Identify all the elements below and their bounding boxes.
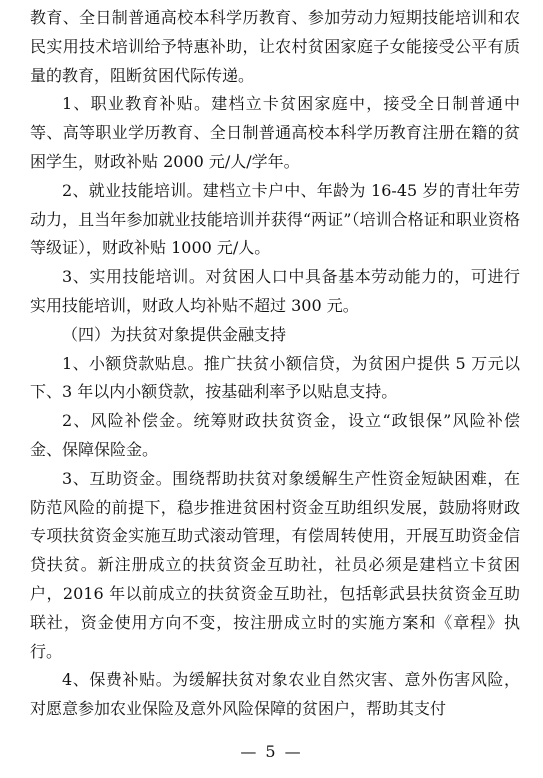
document-body [30,4,520,724]
paragraph-vocational-education-subsidy: 1、职业教育补贴。建档立卡贫困家庭中，接受全日制普通中等、高等职业学历教育、全日制普通高校本科学历教育注册在籍的贫困学生，财政补贴 2000 元/人/学年。 [30,94,520,171]
paragraph-risk-compensation-fund: 2、风险补偿金。统筹财政扶贫资金，设立“政银保”风险补偿金、保障保险金。 [30,411,520,459]
section-heading-financial-support: （四）为扶贫对象提供金融支持 [62,324,287,344]
paragraph-intro-continuation: 教育、全日制普通高校本科学历教育、参加劳动力短期技能培训和农民实用技术培训给予特惠补助，让农村贫困家庭子女能接受公平有质量的教育，阻断贫困代际传递。 [30,8,520,85]
paragraph-premium-subsidy: 4、保费补贴。为缓解扶贫对象农业自然灾害、意外伤害风险，对愿意参加农业保险及意外风险保障的贫困户，帮助其支付 [30,670,520,719]
page-number-footer: — 5 — [240,742,303,761]
paragraph-microloan-interest-subsidy: 1、小额贷款贴息。推广扶贫小额信贷，为贫困户提供 5 万元以下、3 年以内小额贷款，按基础利率予以贴息支持。 [30,353,520,402]
paragraph-practical-skills-training: 3、实用技能培训。对贫困人口中具备基本劳动能力的，可进行实用技能培训，财政人均补贴不超过 300 元。 [30,267,520,315]
paragraph-employment-skills-training: 2、就业技能培训。建档立卡户中、年龄为 16-45 岁的青壮年劳动力，且当年参加就业技能培训并获得“两证”（培训合格证和职业资格等级证），财政补贴 1000 元/人。 [30,180,520,258]
paragraph-mutual-aid-fund: 3、互助资金。围绕帮助扶贫对象缓解生产性资金短缺困难，在防范风险的前提下，稳步推进贫困村资金互助组织发展，鼓励将财政专项扶贫资金实施互助式滚动管理，有偿周转使用，开展互助资金信贷扶贫。新注册成立的扶贫资金互助社，社员必须是建档立卡贫困户，2016 年以前成立的扶贫资金互助社，包括彰武县扶贫资金互助联社，资金使用方向不变，按注册成立时的实施方案和《章程》执行。 [30,468,520,661]
